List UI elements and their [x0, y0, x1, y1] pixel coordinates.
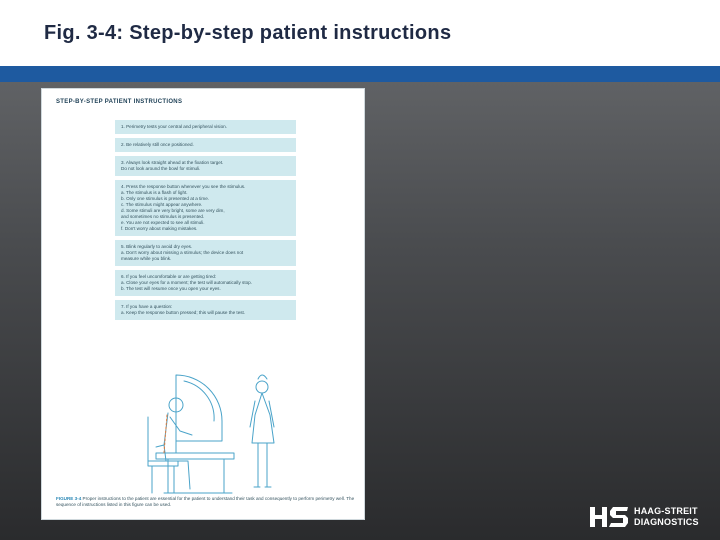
step-line: Do not look around the bowl for stimuli. [121, 166, 201, 171]
step-line: 2. Be relatively still once positioned. [121, 142, 194, 147]
logo-line-2: DIAGNOSTICS [634, 517, 699, 527]
table [156, 453, 234, 459]
step-box [115, 138, 296, 152]
step-box [115, 270, 296, 296]
figure-caption [56, 496, 356, 508]
step-box [115, 300, 296, 320]
header-accent-bar [0, 66, 720, 82]
step-line: 5. Blink regularly to avoid dry eyes. [121, 244, 193, 249]
standing-person-head [256, 381, 268, 393]
steps-list [115, 120, 296, 324]
step-line: a. Don't worry about missing a stimulus; the device does not [121, 250, 244, 255]
step-line: a. Keep the response button pressed; this will pause the test. [121, 310, 246, 315]
step-line: 4. Press the response button whenever you see the stimulus. [121, 184, 246, 189]
slide-header [0, 0, 720, 82]
step-box [115, 120, 296, 134]
figure-heading: STEP-BY-STEP PATIENT INSTRUCTIONS [56, 99, 183, 105]
step-line: b. Only one stimulus is presented at a time. [121, 196, 210, 201]
perimeter-bowl [176, 375, 222, 441]
step-line: f. Don't worry about making mistakes. [121, 226, 198, 231]
logo-line-1: HAAG-STREIT [634, 506, 698, 516]
step-line: c. The stimulus might appear anywhere. [121, 202, 203, 207]
step-line: d. Some stimuli are very bright, some are very dim, [121, 208, 225, 213]
step-box [115, 240, 296, 266]
standing-person-body [252, 393, 274, 443]
logo-wordmark [634, 506, 699, 528]
caption-text: Proper instructions to the patient are essential for the patient to understand their task and consequently to perform perimetry well. The sequence of instructions listed in this figure can be used. [56, 496, 355, 507]
instruction-figure [41, 88, 365, 520]
patient-perimeter-illustration [56, 357, 316, 497]
step-line: 7. If you have a question: [121, 304, 173, 309]
caption-label: FIGURE 3-4 [56, 496, 82, 501]
hs-logo-icon [590, 505, 630, 529]
slide-title: Fig. 3-4: Step-by-step patient instructions [44, 22, 452, 44]
step-line: e. You are not expected to see all stimuli. [121, 220, 205, 225]
step-box [115, 180, 296, 236]
step-line: b. The test will resume once you open your eyes. [121, 286, 221, 291]
step-line: 3. Always look straight ahead at the fixation target. [121, 160, 224, 165]
step-line: measure while you blink. [121, 256, 172, 261]
step-line: 1. Perimetry tests your central and peripheral vision. [121, 124, 227, 129]
haag-streit-logo [590, 505, 710, 531]
step-line: 6. If you feel uncomfortable or are getting tired: [121, 274, 217, 279]
step-line: a. The stimulus is a flash of light. [121, 190, 188, 195]
step-line: a. Close your eyes for a moment; the test will automatically stop. [121, 280, 252, 285]
step-line: and sometimes no stimulus is presented. [121, 214, 205, 219]
step-box [115, 156, 296, 176]
